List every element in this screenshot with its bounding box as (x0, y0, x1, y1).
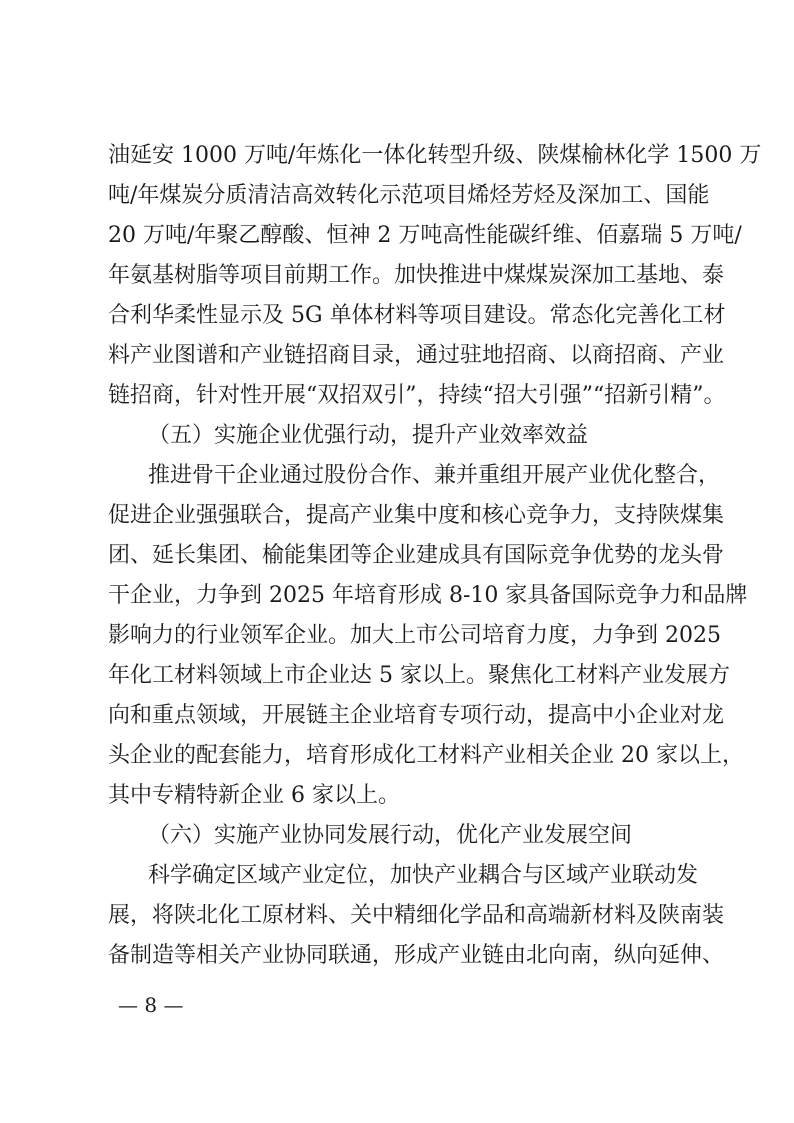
page-number: — 8 — (118, 993, 184, 1017)
paragraph-line: 备制造等相关产业协同联通，形成产业链由北向南，纵向延伸、 (108, 943, 725, 968)
section-heading: （六）实施产业协同发展行动，优化产业发展空间 (148, 823, 633, 848)
paragraph-line: 年化工材料领域上市企业达 5 家以上。聚焦化工材料产业发展方 (108, 663, 730, 688)
paragraph-line: 料产业图谱和产业链招商目录，通过驻地招商、以商招商、产业 (108, 343, 725, 368)
paragraph-line: 影响力的行业领军企业。加大上市公司培育力度，力争到 2025 (108, 623, 721, 648)
paragraph-line: 展，将陕北化工原材料、关中精细化学品和高端新材料及陕南装 (108, 903, 725, 928)
section-heading: （五）实施企业优强行动，提升产业效率效益 (148, 423, 589, 448)
paragraph-line: 链招商，针对性开展“双招双引”，持续“招大引强”“招新引精”。 (108, 383, 726, 408)
paragraph-line: 促进企业强强联合，提高产业集中度和核心竞争力，支持陕煤集 (108, 503, 725, 528)
paragraph-line: 合利华柔性显示及 5G 单体材料等项目建设。常态化完善化工材 (108, 303, 726, 328)
paragraph-line: 其中专精特新企业 6 家以上。 (108, 783, 400, 808)
paragraph-line: 科学确定区域产业定位，加快产业耦合与区域产业联动发 (148, 863, 699, 888)
paragraph-line: 团、延长集团、榆能集团等企业建成具有国际竞争优势的龙头骨 (108, 543, 725, 568)
paragraph-line: 油延安 1000 万吨/年炼化一体化转型升级、陕煤榆林化学 1500 万 (108, 143, 762, 168)
paragraph-line: 年氨基树脂等项目前期工作。加快推进中煤煤炭深加工基地、泰 (108, 263, 725, 288)
paragraph-line: 头企业的配套能力，培育形成化工材料产业相关企业 20 家以上， (108, 743, 744, 768)
paragraph-line: 推进骨干企业通过股份合作、兼并重组开展产业优化整合， (148, 463, 721, 488)
paragraph-line: 干企业，力争到 2025 年培育形成 8-10 家具备国际竞争力和品牌 (108, 583, 748, 608)
paragraph-line: 20 万吨/年聚乙醇酸、恒神 2 万吨高性能碳纤维、佰嘉瑞 5 万吨/ (108, 223, 742, 248)
paragraph-line: 向和重点领域，开展链主企业培育专项行动，提高中小企业对龙 (108, 703, 725, 728)
paragraph-line: 吨/年煤炭分质清洁高效转化示范项目烯烃芳烃及深加工、国能 (108, 183, 710, 208)
